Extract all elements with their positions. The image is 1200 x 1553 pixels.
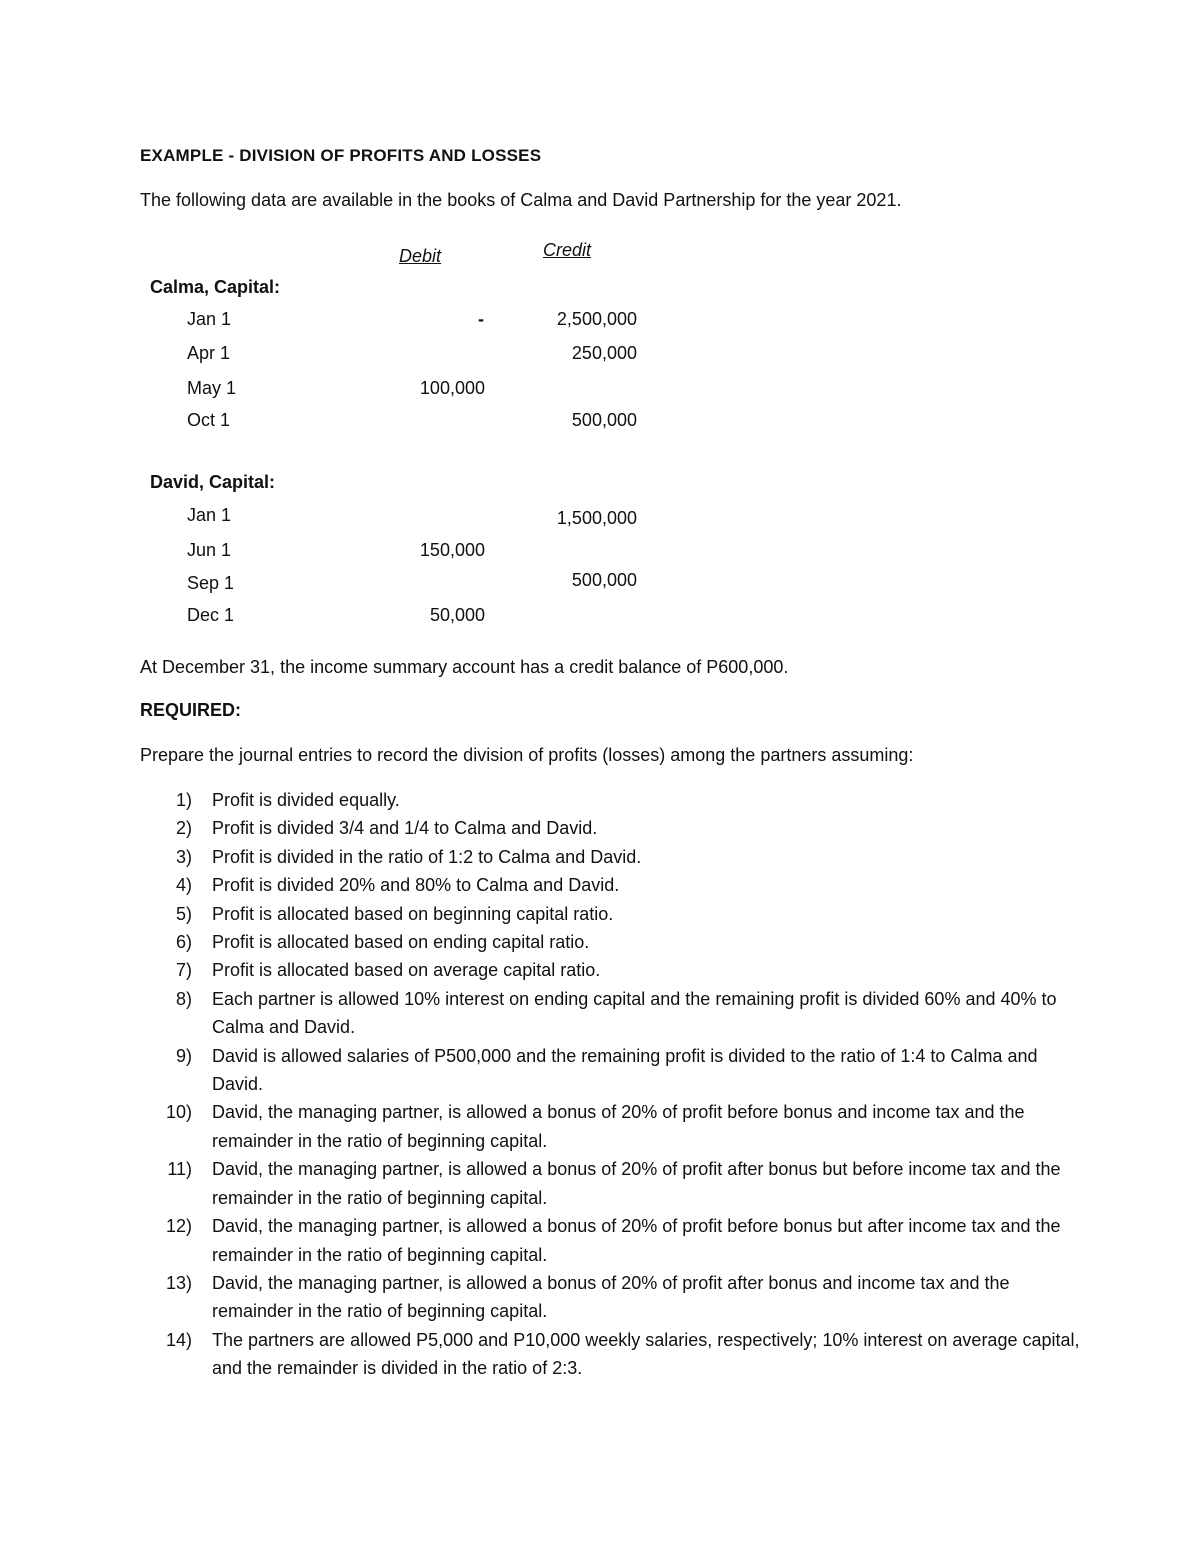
requirement-number: 14) bbox=[165, 1329, 192, 1350]
requirement-item bbox=[140, 1326, 1080, 1383]
calma-row-debit: 100,000 bbox=[419, 378, 485, 398]
requirement-number: 5) bbox=[175, 903, 192, 924]
requirement-text: David, the managing partner, is allowed a bonus of 20% of profit after bonus but before income tax and the remainder in the ratio of beginning capital. bbox=[212, 1159, 1061, 1208]
david-row-credit: 1,500,000 bbox=[556, 508, 637, 528]
requirement-item bbox=[140, 871, 1080, 899]
requirement-number: 10) bbox=[165, 1102, 192, 1123]
requirement-item bbox=[140, 956, 1080, 984]
requirement-number: 7) bbox=[175, 960, 192, 981]
requirement-text: David, the managing partner, is allowed a bonus of 20% of profit before bonus but after income tax and the remainder in the ratio of beginning capital. bbox=[212, 1216, 1061, 1265]
david-row-date: Dec 1 bbox=[187, 605, 235, 625]
requirement-number: 3) bbox=[175, 846, 192, 867]
david-row-date: Jun 1 bbox=[187, 540, 232, 560]
requirements-list bbox=[140, 786, 1080, 1383]
david-capital-label: David, Capital: bbox=[150, 472, 276, 492]
requirement-item bbox=[140, 900, 1080, 928]
david-row-credit: 500,000 bbox=[571, 570, 637, 590]
requirement-number: 2) bbox=[175, 818, 192, 839]
requirement-item bbox=[140, 1212, 1080, 1269]
requirement-number: 11) bbox=[167, 1159, 192, 1180]
requirement-item bbox=[140, 786, 1080, 814]
requirement-text: Profit is divided in the ratio of 1:2 to Calma and David. bbox=[212, 846, 642, 867]
requirement-number: 9) bbox=[175, 1045, 192, 1066]
requirement-text: David, the managing partner, is allowed a bonus of 20% of profit after bonus and income tax and the remainder in the ratio of beginning capital. bbox=[212, 1272, 1010, 1322]
requirement-number: 1) bbox=[175, 790, 192, 810]
david-row-date: Sep 1 bbox=[187, 573, 235, 593]
requirement-text: Profit is allocated based on beginning capital ratio. bbox=[212, 903, 614, 924]
calma-row-debit: - bbox=[478, 309, 484, 329]
required-heading: REQUIRED: bbox=[140, 700, 242, 720]
calma-row-date: Oct 1 bbox=[187, 410, 231, 430]
requirement-number: 6) bbox=[175, 932, 192, 953]
requirement-item bbox=[140, 985, 1080, 1042]
requirement-item bbox=[140, 1042, 1080, 1099]
requirement-item bbox=[140, 1155, 1080, 1212]
calma-row-date: May 1 bbox=[187, 378, 237, 398]
calma-capital-label: Calma, Capital: bbox=[150, 277, 281, 297]
calma-row-credit: 500,000 bbox=[571, 410, 637, 430]
requirement-number: 4) bbox=[175, 875, 192, 896]
requirement-text: Profit is divided 20% and 80% to Calma and David. bbox=[212, 875, 620, 896]
requirement-item bbox=[140, 1269, 1080, 1326]
calma-row-credit: 250,000 bbox=[571, 343, 637, 363]
requirement-item bbox=[140, 1098, 1080, 1155]
calma-row-date: Jan 1 bbox=[187, 309, 232, 329]
requirement-text: Profit is divided equally. bbox=[212, 790, 400, 810]
requirement-item bbox=[140, 843, 1080, 871]
requirement-item bbox=[140, 814, 1080, 842]
intro-paragraph: The following data are available in the books of Calma and David Partnership for the year 2021. bbox=[140, 190, 902, 210]
requirement-number: 13) bbox=[165, 1272, 192, 1293]
calma-row-credit: 2,500,000 bbox=[556, 309, 637, 329]
requirement-text: Profit is divided 3/4 and 1/4 to Calma and David. bbox=[212, 818, 598, 839]
credit-column-header: Credit bbox=[543, 240, 592, 260]
requirement-text: Each partner is allowed 10% interest on ending capital and the remaining profit is divided 60% and 40% to Calma and David. bbox=[212, 988, 1057, 1038]
requirement-text: Profit is allocated based on ending capital ratio. bbox=[212, 932, 590, 953]
instruction-paragraph: Prepare the journal entries to record the division of profits (losses) among the partners assuming: bbox=[140, 745, 914, 765]
debit-column-header: Debit bbox=[399, 246, 442, 266]
david-row-debit: 50,000 bbox=[429, 605, 485, 625]
david-row-date: Jan 1 bbox=[187, 505, 232, 525]
calma-row-date: Apr 1 bbox=[187, 343, 231, 363]
requirement-text: The partners are allowed P5,000 and P10,000 weekly salaries, respectively; 10% interest on average capital, and the remainder is divided in the ratio of 2:3. bbox=[212, 1329, 1080, 1379]
requirement-text: David, the managing partner, is allowed a bonus of 20% of profit before bonus and income tax and the remainder in the ratio of beginning capital. bbox=[212, 1102, 1025, 1151]
requirement-number: 8) bbox=[175, 988, 192, 1009]
requirement-text: Profit is allocated based on average capital ratio. bbox=[212, 960, 601, 981]
requirement-number: 12) bbox=[165, 1216, 192, 1237]
requirement-item bbox=[140, 928, 1080, 956]
income-summary-paragraph: At December 31, the income summary account has a credit balance of P600,000. bbox=[140, 657, 789, 677]
document-title: EXAMPLE - DIVISION OF PROFITS AND LOSSES bbox=[140, 146, 542, 165]
david-row-debit: 150,000 bbox=[419, 540, 485, 560]
requirement-text: David is allowed salaries of P500,000 and the remaining profit is divided to the ratio of 1:4 to Calma and David. bbox=[212, 1045, 1038, 1095]
